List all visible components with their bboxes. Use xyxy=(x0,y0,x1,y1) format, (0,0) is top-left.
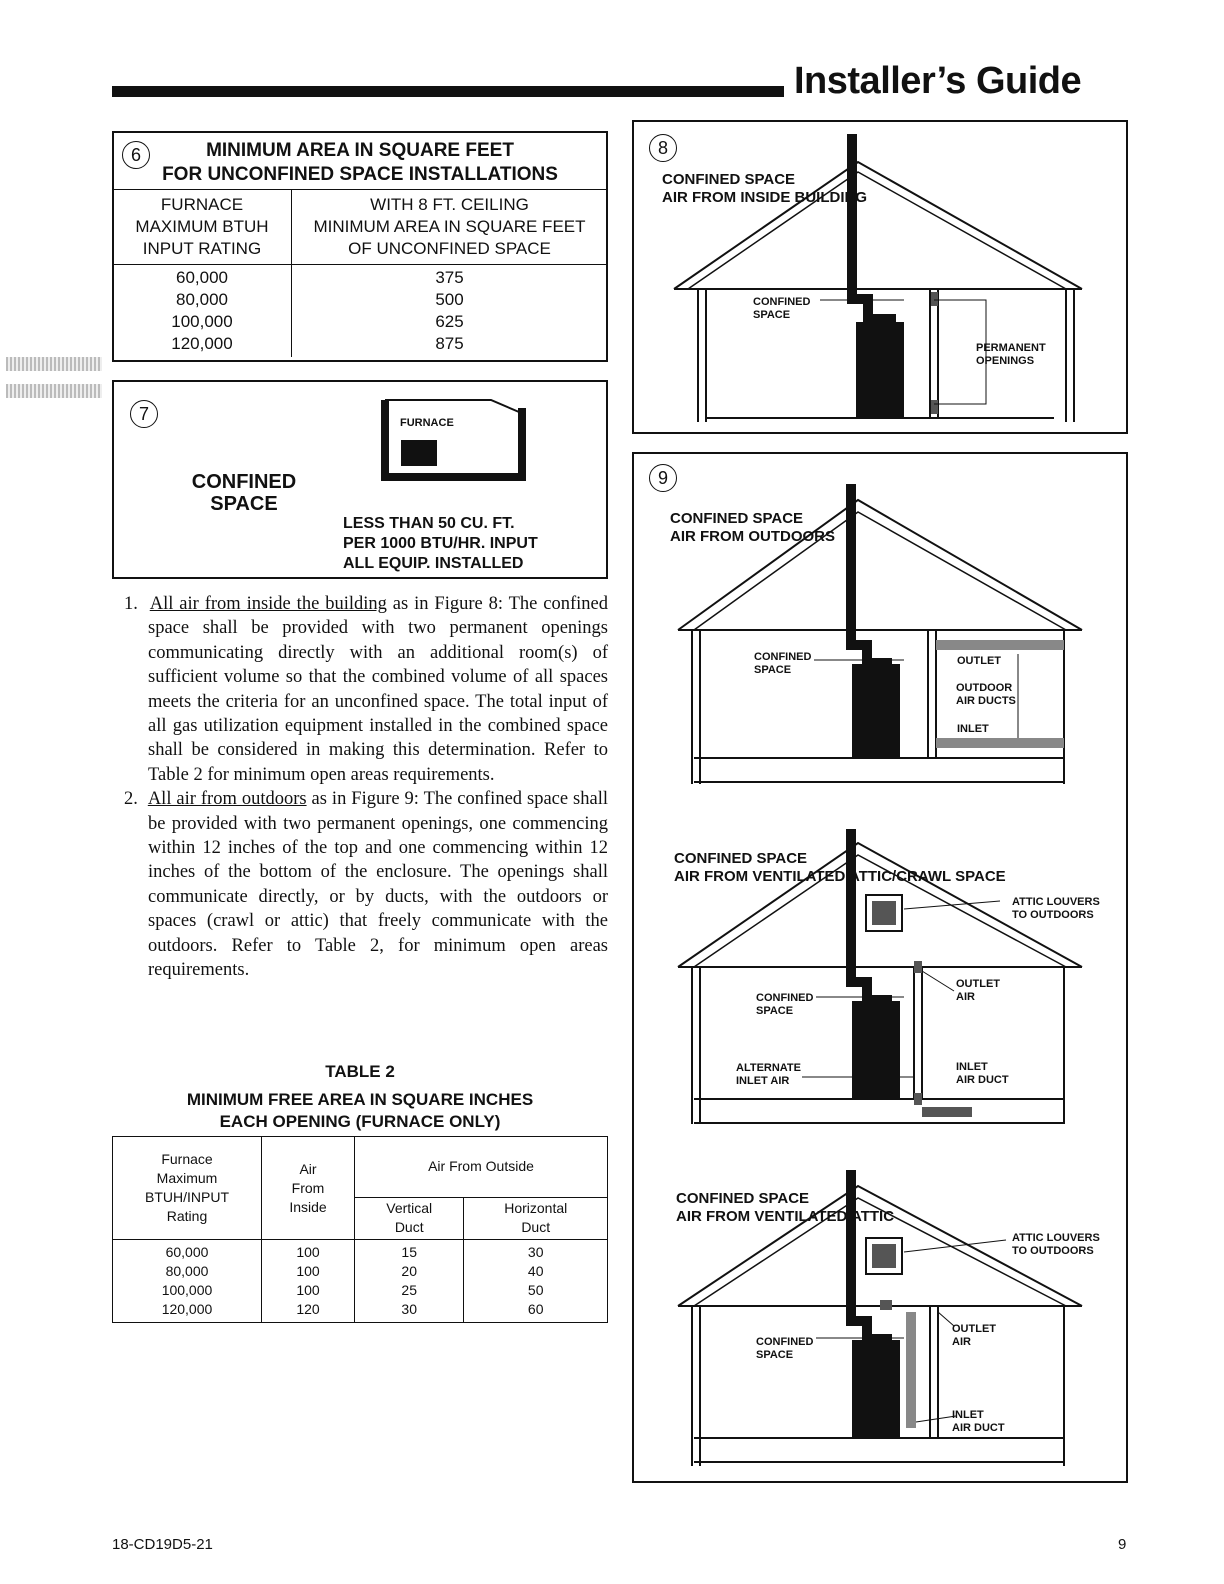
table-2-vertical-column: 15 20 25 30 xyxy=(355,1240,464,1323)
side-tab-marker xyxy=(6,384,102,398)
outlet-air-label: OUTLET AIR xyxy=(956,978,1000,1003)
table-6-area-column: 375 500 625 875 xyxy=(292,265,608,358)
table-2 xyxy=(112,1136,608,1323)
house-diagram-outdoor-air xyxy=(634,454,1126,794)
figure-number-6: 6 xyxy=(122,141,150,169)
inlet-air-duct-label: INLET AIR DUCT xyxy=(956,1061,1009,1086)
house-diagram-inside-air xyxy=(634,122,1126,432)
inlet-label: INLET xyxy=(957,723,989,735)
table-2-header-horizontal: Horizontal Duct xyxy=(464,1197,608,1239)
table-6-btuh-column: 60,000 80,000 100,000 120,000 xyxy=(113,265,292,358)
attic-louvers-label: ATTIC LOUVERS TO OUTDOORS xyxy=(1012,1232,1100,1257)
table-2-inside-column: 100 100 100 120 xyxy=(262,1240,355,1323)
confined-space-label: CONFINED SPACE xyxy=(756,992,814,1017)
table-2-header-inside: Air From Inside xyxy=(262,1137,355,1240)
figure-number-7: 7 xyxy=(130,400,158,428)
header-rule xyxy=(112,86,784,97)
permanent-openings-label: PERMANENT OPENINGS xyxy=(976,342,1046,367)
confined-space-title: CONFINED SPACE xyxy=(191,471,297,515)
table-2-header-outside: Air From Outside xyxy=(355,1137,608,1198)
figure-number-9: 9 xyxy=(649,464,677,492)
list-item: 1. All air from inside the building as in Figure 8: The confined space shall be provided with two permanent openings communicating directly with an additional room(s) of sufficient volume so that the combined volume of all spaces meets the criteria for an unconfined space. The total input of all gas utilization equipment installed in the combined space shall be considered in making this determination. Refer to Table 2 for minimum open areas requirements. xyxy=(124,594,609,785)
alternate-inlet-air-label: ALTERNATE INLET AIR xyxy=(736,1062,801,1087)
figure-number-8: 8 xyxy=(649,134,677,162)
document-number: 18-CD19D5-21 xyxy=(112,1536,213,1553)
table-2-header-furnace: Furnace Maximum BTUH/INPUT Rating xyxy=(113,1137,262,1240)
table-6-title-1: MINIMUM AREA IN SQUARE FEET xyxy=(206,140,514,161)
figure-9a-title: CONFINED SPACE AIR FROM OUTDOORS xyxy=(670,510,835,545)
inlet-air-duct-label: INLET AIR DUCT xyxy=(952,1409,1005,1434)
list-item: 2. All air from outdoors as in Figure 9: The confined space shall be provided with two permanent openings, one commencing within 12 inches of the top and one commencing within 12 inches of the bottom of the enclosure. The openings shall communicate directly, or by ducts, with the outdoors or spaces (crawl or attic) that freely communicate with the outdoors. Refer to Table 2, for minimum open areas requirements. xyxy=(124,789,608,981)
table-2-header-vertical: Vertical Duct xyxy=(355,1197,464,1239)
outlet-air-label: OUTLET AIR xyxy=(952,1323,996,1348)
volume-note: LESS THAN 50 CU. FT. PER 1000 BTU/HR. INPUT ALL EQUIP. INSTALLED xyxy=(343,515,538,572)
figure-8-title: CONFINED SPACE AIR FROM INSIDE BUILDING xyxy=(662,171,867,206)
figure-8 xyxy=(632,120,1128,434)
table-2-btuh-column: 60,000 80,000 100,000 120,000 xyxy=(113,1240,262,1323)
page-title: Installer’s Guide xyxy=(794,60,1082,102)
page-number: 9 xyxy=(1118,1536,1127,1553)
confined-space-label: CONFINED SPACE xyxy=(753,296,811,321)
figure-9 xyxy=(632,452,1128,1483)
outlet-label: OUTLET xyxy=(957,655,1001,667)
figure-9c-title: CONFINED SPACE AIR FROM VENTILATED ATTIC xyxy=(676,1190,895,1225)
confined-space-label: CONFINED SPACE xyxy=(756,1336,814,1361)
table-6-header-furnace: FURNACE MAXIMUM BTUH INPUT RATING xyxy=(113,190,292,265)
outdoor-air-ducts-label: OUTDOOR AIR DUCTS xyxy=(956,682,1016,707)
attic-louvers-label: ATTIC LOUVERS TO OUTDOORS xyxy=(1012,896,1100,921)
side-tab-marker xyxy=(6,357,102,371)
table-6 xyxy=(112,131,608,362)
table-2-caption: TABLE 2 MINIMUM FREE AREA IN SQUARE INCHES EACH OPENING (FURNACE ONLY) xyxy=(186,1062,534,1131)
figure-9b-title: CONFINED SPACE AIR FROM VENTILATED ATTIC/CRAWL SPACE xyxy=(674,850,1006,885)
table-6-title-2: FOR UNCONFINED SPACE INSTALLATIONS xyxy=(162,164,558,185)
figure-7 xyxy=(112,380,608,579)
furnace-enclosure-diagram xyxy=(379,394,539,484)
table-6-header-area: WITH 8 FT. CEILING MINIMUM AREA IN SQUARE FEET OF UNCONFINED SPACE xyxy=(292,190,608,265)
confined-space-label: CONFINED SPACE xyxy=(754,651,812,676)
table-2-horizontal-column: 30 40 50 60 xyxy=(464,1240,608,1323)
furnace-label: FURNACE xyxy=(400,417,454,429)
instructions-text xyxy=(112,592,608,983)
